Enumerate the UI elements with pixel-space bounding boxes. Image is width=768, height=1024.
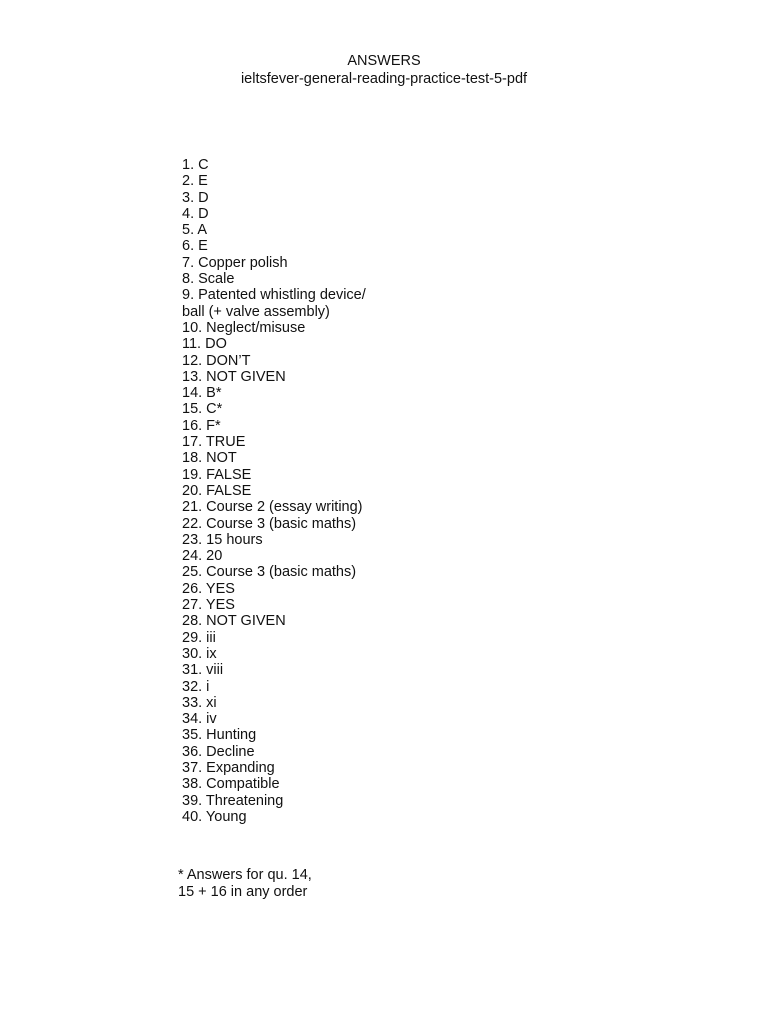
answer-item: 1. C xyxy=(182,157,209,173)
answer-item: 30. ix xyxy=(182,645,217,662)
answer-item: 39. Threatening xyxy=(182,792,284,809)
answer-item: 12. DON’T xyxy=(182,352,251,369)
answer-item: 31. viii xyxy=(182,662,224,679)
answer-item: 4. D xyxy=(182,205,209,222)
footnote-line: * Answers for qu. 14, xyxy=(178,867,312,883)
page-header xyxy=(0,52,768,88)
answer-item: 3. D xyxy=(182,189,209,206)
answer-item: 16. F* xyxy=(182,417,221,434)
answer-item: 9. Patented whistling device/ xyxy=(182,287,366,304)
answer-item: 2. E xyxy=(182,173,208,190)
answer-list xyxy=(182,157,366,825)
answer-item: 10. Neglect/misuse xyxy=(182,319,306,336)
answer-item: 25. Course 3 (basic maths) xyxy=(182,564,357,581)
answer-item: 26. YES xyxy=(182,580,235,597)
answer-item: 22. Course 3 (basic maths) xyxy=(182,515,357,532)
answer-item: 6. E xyxy=(182,238,208,255)
answer-item: 40. Young xyxy=(182,808,247,825)
answer-item: 29. iii xyxy=(182,629,216,646)
answer-item: 35. Hunting xyxy=(182,727,257,744)
answer-item: 18. NOT xyxy=(182,450,237,467)
answer-item: 23. 15 hours xyxy=(182,531,263,548)
answer-item: 38. Compatible xyxy=(182,776,280,793)
answer-item: 17. TRUE xyxy=(182,434,246,451)
answer-item: 34. iv xyxy=(182,711,217,728)
footnote-line: 15 + 16 in any order xyxy=(178,884,308,900)
answer-item: 5. A xyxy=(182,222,207,239)
answer-item: 15. C* xyxy=(182,401,223,418)
answer-item: 33. xi xyxy=(182,694,217,711)
answer-item: 13. NOT GIVEN xyxy=(182,368,286,385)
answer-item: 11. DO xyxy=(182,336,227,353)
answer-item: 24. 20 xyxy=(182,548,223,565)
answer-item: 36. Decline xyxy=(182,743,255,760)
answer-item: 8. Scale xyxy=(182,271,235,288)
answer-item: 32. i xyxy=(182,678,210,695)
answer-item: 37. Expanding xyxy=(182,759,275,776)
page-subtitle: ieltsfever-general-reading-practice-test-5-pdf xyxy=(240,71,528,87)
answer-item: 14. B* xyxy=(182,385,222,402)
answer-item: 19. FALSE xyxy=(182,466,252,483)
answer-item: ball (+ valve assembly) xyxy=(182,303,330,320)
page-title: ANSWERS xyxy=(347,53,421,69)
answer-item: 27. YES xyxy=(182,597,235,614)
answer-item: 21. Course 2 (essay writing) xyxy=(182,499,363,516)
answer-item: 20. FALSE xyxy=(182,482,252,499)
answer-item: 7. Copper polish xyxy=(182,254,288,271)
answer-item: 28. NOT GIVEN xyxy=(182,613,286,630)
footnote xyxy=(178,867,312,901)
